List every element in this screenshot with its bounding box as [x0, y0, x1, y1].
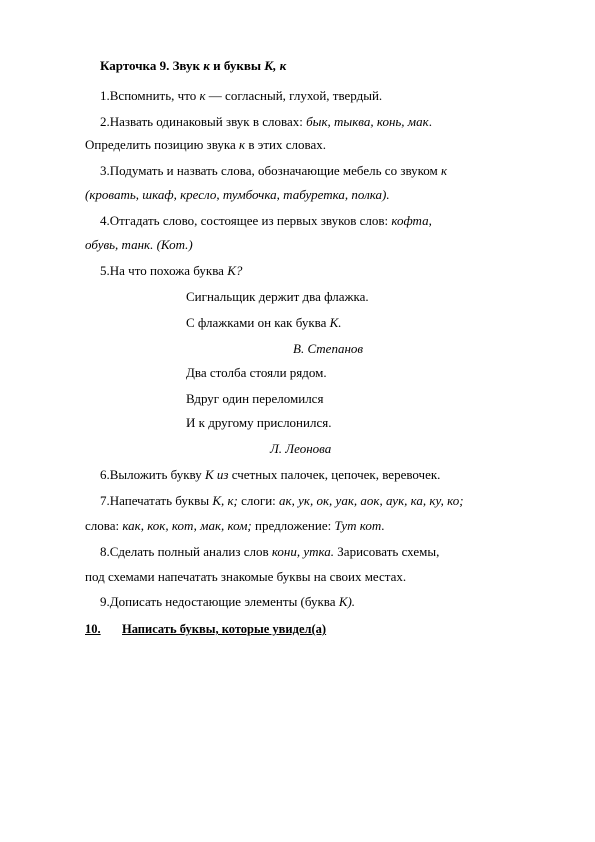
title-text-2: и буквы [209, 58, 265, 73]
poem1-line1: Сигнальщик держит два флажка. [186, 289, 369, 304]
item-8 [100, 544, 439, 560]
item-italic: Тут кот. [334, 518, 385, 533]
item-text: Выложить букву [109, 467, 205, 482]
item-text: . [428, 114, 432, 129]
item-text: Отгадать слово, состоящее из первых звуков слов: [109, 213, 392, 228]
card-title [100, 58, 286, 74]
item-5 [100, 263, 242, 279]
item-1 [100, 88, 382, 104]
poem1-line2 [186, 315, 342, 331]
item-3 [100, 163, 447, 179]
item-number: 5. [100, 263, 110, 278]
item-number: 2. [100, 114, 110, 129]
item-italic: К, к; [212, 493, 238, 508]
poem2-line1: Два столба стояли рядом. [186, 365, 327, 380]
poem1-author: В. Степанов [293, 341, 364, 356]
item-italic: к [199, 88, 206, 103]
item-6 [100, 467, 440, 483]
item-italic: К). [338, 594, 356, 609]
item-italic: К? [227, 263, 243, 278]
item-italic: к [441, 163, 448, 178]
item-number: 7. [100, 493, 110, 508]
item-text: в этих словах. [245, 137, 326, 152]
item-7-cont [85, 518, 385, 534]
poem2-line3: И к другому прислонился. [186, 415, 332, 430]
item-8-cont: под схемами напечатать знакомые буквы на своих местах. [85, 569, 407, 584]
item-4 [100, 213, 432, 229]
item-number: 4. [100, 213, 110, 228]
item-7 [100, 493, 464, 509]
item-text: Напечатать буквы [109, 493, 213, 508]
poem2-line2: Вдруг один переломился [186, 391, 324, 406]
item-text: Зарисовать схемы, [334, 544, 440, 559]
item-italic: бык, тыква, конь, мак [306, 114, 429, 129]
item-text: Назвать одинаковый звук в словах: [109, 114, 307, 129]
item-3-cont: (кровать, шкаф, кресло, тумбочка, табуретка, полка). [85, 187, 390, 202]
item-2 [100, 114, 432, 130]
item-9 [100, 594, 355, 610]
item-italic: кони, утка. [271, 544, 335, 559]
item-number: 8. [100, 544, 110, 559]
item-10-number: 10. [85, 622, 101, 636]
item-text: Дописать недостающие элементы (буква [109, 594, 339, 609]
item-text: Сделать полный анализ слов [109, 544, 272, 559]
item-italic: К из [205, 467, 229, 482]
item-number: 3. [100, 163, 110, 178]
item-text: На что похожа буква [109, 263, 228, 278]
item-text: Подумать и назвать слова, обозначающие мебель со звуком [109, 163, 442, 178]
item-italic: кофта, [391, 213, 432, 228]
item-italic: ак, ук, ок, уак, аок, аук, ка, ку, ко; [279, 493, 464, 508]
item-number: 6. [100, 467, 110, 482]
item-number: 1. [100, 88, 110, 103]
item-italic: как, кок, кот, мак, ком; [122, 518, 252, 533]
item-italic: к [239, 137, 246, 152]
item-10-text: Написать буквы, которые увидел(а) [122, 622, 327, 636]
item-number: 9. [100, 594, 110, 609]
title-text: Карточка 9. Звук [100, 58, 204, 73]
item-2-cont [85, 137, 326, 153]
poem2-author: Л. Леонова [270, 441, 332, 456]
item-text: Определить позицию звука [85, 137, 240, 152]
poem-text: С флажками он как буква [186, 315, 330, 330]
item-text: предложение: [251, 518, 335, 533]
item-text: слоги: [237, 493, 280, 508]
item-text: слова: [85, 518, 123, 533]
title-sound: к [203, 58, 210, 73]
item-text: счетных палочек, цепочек, веревочек. [228, 467, 441, 482]
title-letters: К, к [264, 58, 287, 73]
item-text: — согласный, глухой, твердый. [205, 88, 383, 103]
item-text: Вспомнить, что [109, 88, 200, 103]
poem-italic: К. [329, 315, 342, 330]
item-4-cont: обувь, танк. (Кот.) [85, 237, 193, 252]
